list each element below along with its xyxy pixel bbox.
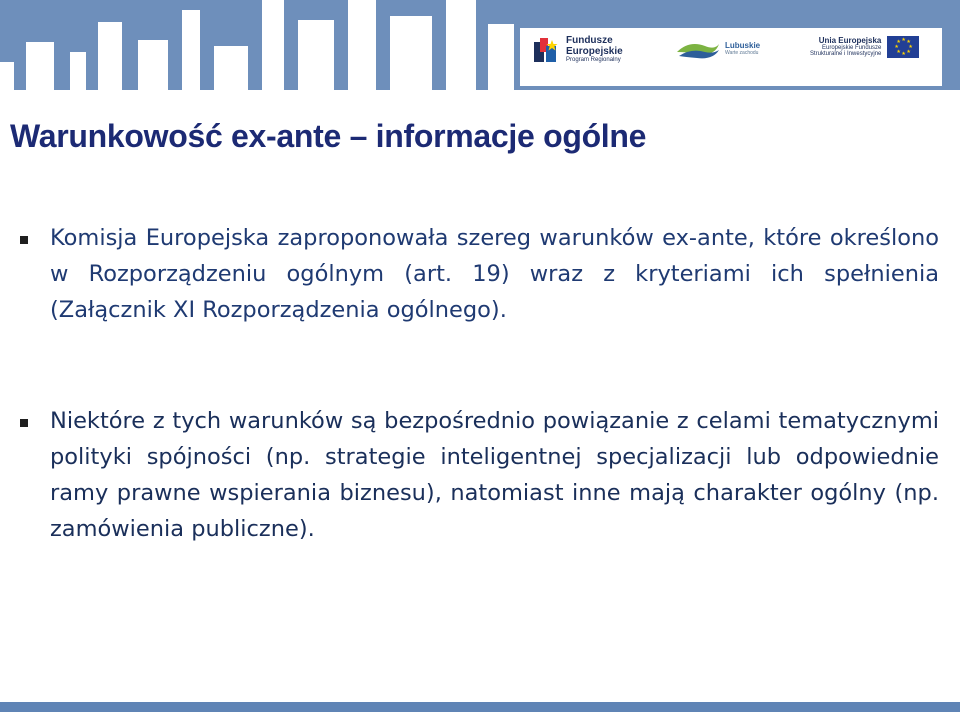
- header-band: [0, 0, 960, 90]
- fundusze-subtitle: Program Regionalny: [566, 57, 621, 64]
- fundusze-europejskie-logo: [532, 36, 623, 64]
- unia-subtitle-line1: Europejskie Fundusze: [822, 44, 882, 51]
- header-decor-block: [390, 16, 432, 90]
- eu-flag-icon: ★ ★ ★ ★ ★ ★ ★ ★: [887, 36, 919, 58]
- unia-europejska-logo: [810, 36, 919, 58]
- header-decor-block: [138, 40, 168, 90]
- header-decor-block: [348, 0, 376, 90]
- header-decor-block: [298, 20, 334, 90]
- header-decor-block: [262, 0, 284, 90]
- header-decor-block: [70, 52, 86, 90]
- lubuskie-logo: [675, 38, 760, 60]
- bullet-text-1: Komisja Europejska zaproponowała szereg warunków ex-ante, które określono w Rozporządzeniu ogólnym (art. 19) wraz z kryteriami ich spełnienia (Załącznik XI Rozporządzenia ogólnego).: [50, 225, 939, 323]
- header-decor-block: [0, 62, 14, 90]
- logo-strip: [520, 28, 942, 86]
- fundusze-europejskie-icon: [532, 36, 560, 64]
- unia-name: Unia Europejska: [818, 35, 882, 45]
- bullet-marker: [20, 236, 28, 244]
- header-decor-block: [26, 42, 54, 90]
- fundusze-name-line1: Fundusze: [566, 35, 613, 47]
- slide-title: Warunkowość ex-ante – informacje ogólne: [10, 118, 647, 154]
- bullet-text-2: Niektóre z tych warunków są bezpośrednio powiązanie z celami tematycznymi polityki spójności (np. strategie inteligentnej specjalizacji lub odpowiednie ramy prawne wspierania biznesu), natomiast inne mają charakter ogólny (np. zamówienia publiczne).: [50, 408, 939, 542]
- bullet-marker: [20, 419, 28, 427]
- fundusze-name-line2: Europejskie: [566, 45, 623, 57]
- header-decor-block: [446, 0, 476, 90]
- header-decor-block: [182, 10, 200, 90]
- footer-bar: [0, 702, 960, 712]
- unia-subtitle-line2: Strukturalne i Inwestycyjne: [810, 51, 882, 58]
- header-decor-block: [214, 46, 248, 90]
- lubuskie-name: Lubuskie: [725, 41, 761, 51]
- header-decor-block: [98, 22, 122, 90]
- lubuskie-subtitle: Warte zachodu: [725, 49, 759, 56]
- lubuskie-emblem-icon: [675, 38, 721, 60]
- header-decor-block: [488, 24, 514, 90]
